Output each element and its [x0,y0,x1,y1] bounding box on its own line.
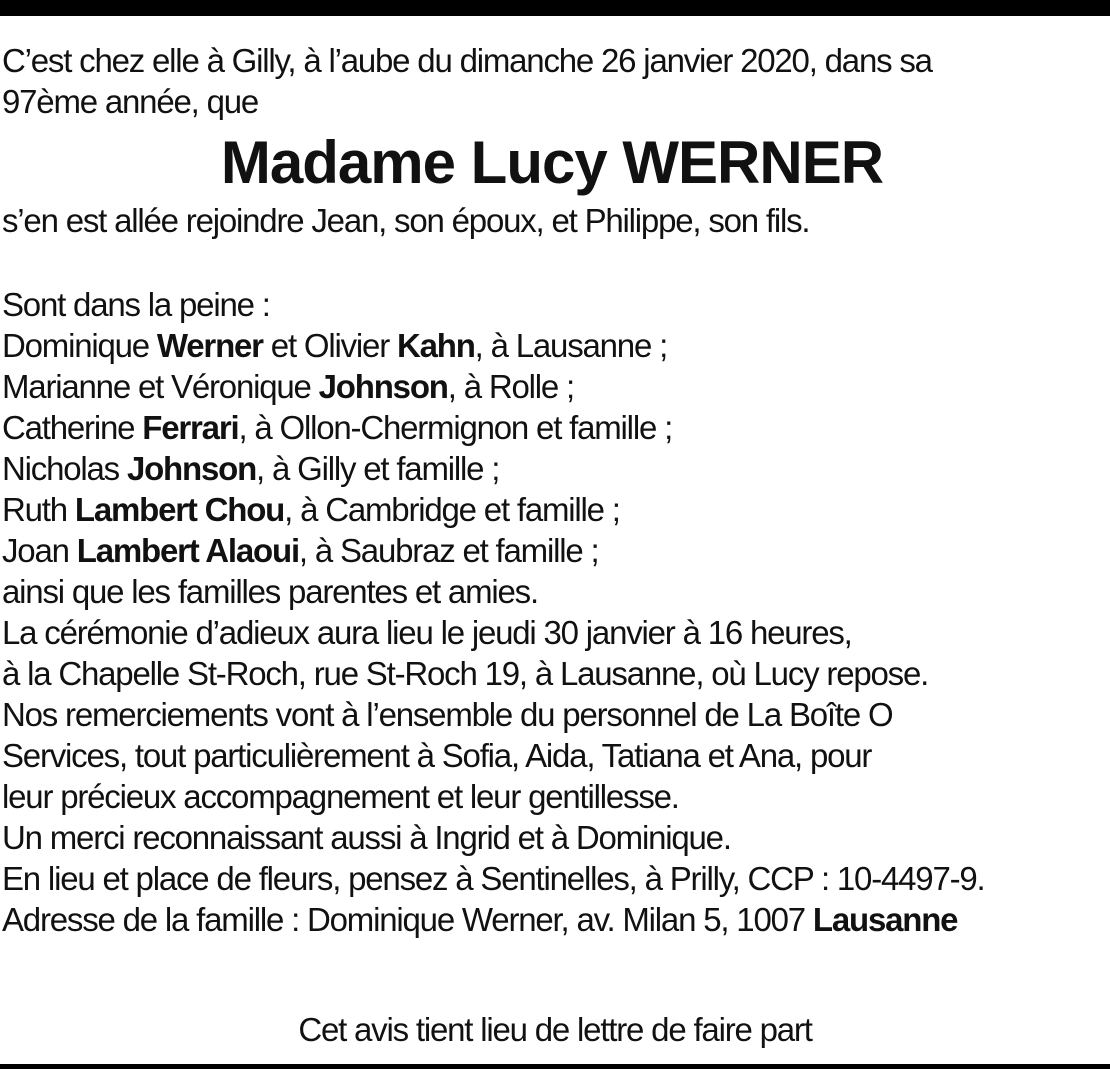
mourner-surname: Kahn [396,327,475,364]
mourner-location: , à Saubraz et famille ; [298,532,599,569]
mourner-given-names: Marianne et Véronique [2,368,319,405]
family-address [2,899,1102,940]
mourner-surname: Lambert Alaoui [76,532,299,569]
mourner-given-names: Nicholas [2,450,127,487]
body-line: Nos remerciements vont à l’ensemble du personnel de La Boîte O [2,696,893,733]
family-address-city: Lausanne [812,901,958,938]
paragraph-gap [2,241,1102,284]
intro-line-1: C’est chez elle à Gilly, à l’aube du dimanche 26 janvier 2020, dans sa [2,42,932,79]
deceased-name-heading: Madame Lucy WERNER [220,129,884,196]
top-border-rule [0,0,1110,16]
intro-line-2: 97ème année, que [2,83,259,120]
body-line: Services, tout particulièrement à Sofia, Aida, Tatiana et Ana, pour [2,737,872,774]
mourner-location: , à Rolle ; [447,368,574,405]
mourner-line [2,489,1102,530]
mourner-surname: Ferrari [142,409,239,446]
mourner-connector: et Olivier [262,327,397,364]
obituary-notice [2,40,1102,940]
mourner-surname: Johnson [126,450,257,487]
mourner-line [2,407,1102,448]
mourner-surname: Werner [156,327,263,364]
mourner-line [2,448,1102,489]
rejoin-text: s’en est allée rejoindre Jean, son époux, et Philippe, son fils. [2,202,810,239]
body-line: La cérémonie d’adieux aura lieu le jeudi 30 janvier à 16 heures, [2,614,852,651]
mourner-line [2,325,1102,366]
mourner-location: , à Lausanne ; [474,327,668,364]
mourner-line [2,530,1102,571]
body-line: Un merci reconnaissant aussi à Ingrid et à Dominique. [2,819,731,856]
mourner-location: , à Ollon-Chermignon et famille ; [238,409,673,446]
family-address-text: Adresse de la famille : Dominique Werner, av. Milan 5, 1007 [2,901,813,938]
bottom-border-rule [0,1064,1110,1069]
mourner-location: , à Cambridge et famille ; [284,491,620,528]
mourner-given-names: Ruth [2,491,75,528]
body-line: à la Chapelle St-Roch, rue St-Roch 19, à Lausanne, où Lucy repose. [2,655,929,692]
mourner-line [2,366,1102,407]
mourner-given-names: Joan [2,532,77,569]
mourner-given-names: Dominique [2,327,157,364]
footer-note: Cet avis tient lieu de lettre de faire part [298,1011,812,1048]
mourner-surname: Lambert Chou [74,491,285,528]
body-line: leur précieux accompagnement et leur gentillesse. [2,778,679,815]
mourner-location: , à Gilly et famille ; [256,450,500,487]
mourner-surname: Johnson [318,368,448,405]
mourner-given-names: Catherine [2,409,143,446]
body-line: En lieu et place de fleurs, pensez à Sentinelles, à Prilly, CCP : 10-4497-9. [2,860,985,897]
mourners-heading: Sont dans la peine : [2,286,270,323]
body-line: ainsi que les familles parentes et amies. [2,573,538,610]
